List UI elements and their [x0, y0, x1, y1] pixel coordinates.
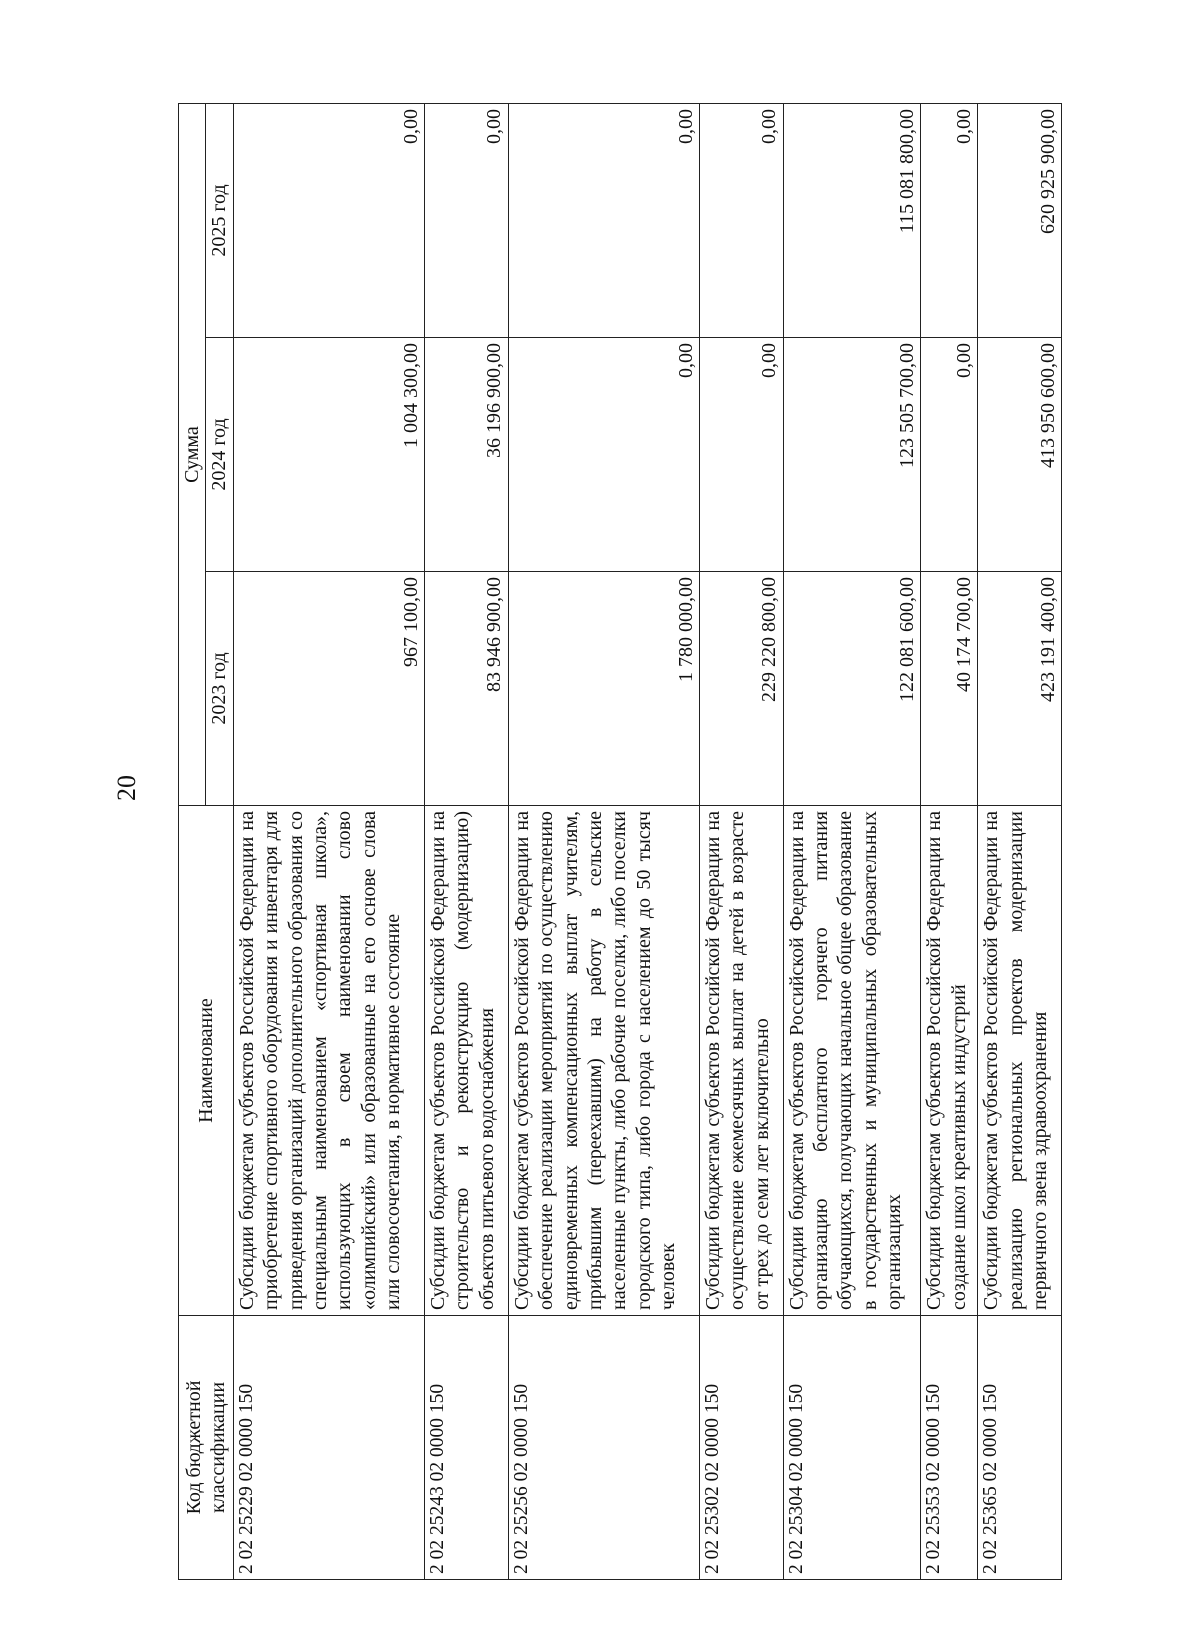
row-code: 2 02 25365 02 0000 150 [978, 1316, 1062, 1580]
header-code: Код бюджетной классификации [179, 1316, 234, 1580]
row-value-2025: 0,00 [508, 104, 699, 338]
table-row [921, 104, 978, 1580]
row-value-2025: 0,00 [921, 104, 978, 338]
header-2025: 2025 год [206, 104, 233, 338]
row-value-2025: 0,00 [424, 104, 508, 338]
row-name: Субсидии бюджетам субъектов Российской Федерации на реализацию региональных проектов модернизации первичного звена здравоохранения [978, 806, 1062, 1316]
row-value-2023: 122 081 600,00 [783, 572, 920, 806]
row-value-2024: 0,00 [921, 338, 978, 572]
table-row [508, 104, 699, 1580]
row-value-2024: 413 950 600,00 [978, 338, 1062, 572]
row-value-2025: 0,00 [233, 104, 424, 338]
budget-table-container [178, 104, 1062, 1580]
row-value-2025: 620 925 900,00 [978, 104, 1062, 338]
row-value-2025: 0,00 [699, 104, 783, 338]
row-code: 2 02 25302 02 0000 150 [699, 1316, 783, 1580]
table-row [783, 104, 920, 1580]
row-value-2025: 115 081 800,00 [783, 104, 920, 338]
row-code: 2 02 25243 02 0000 150 [424, 1316, 508, 1580]
row-value-2023: 967 100,00 [233, 572, 424, 806]
header-sum: Сумма [179, 104, 206, 806]
header-2024: 2024 год [206, 338, 233, 572]
table-row [699, 104, 783, 1580]
table-row [978, 104, 1062, 1580]
row-value-2024: 36 196 900,00 [424, 338, 508, 572]
table-row [233, 104, 424, 1580]
row-value-2023: 83 946 900,00 [424, 572, 508, 806]
row-name: Субсидии бюджетам субъектов Российской Федерации на осуществление ежемесячных выплат на детей в возрасте от трех до семи лет включительно [699, 806, 783, 1316]
row-name: Субсидии бюджетам субъектов Российской Федерации на строительство и реконструкцию (модернизацию) объектов питьевого водоснабжения [424, 806, 508, 1316]
row-name: Субсидии бюджетам субъектов Российской Федерации на обеспечение реализации мероприятий по осуществлению единовременных компенсационных выплат учителям, прибывшим (переехавшим) на работу в сельские населенные пункты, либо рабочие поселки, либо поселки городского типа, либо города с населением до 50 тысяч человек [508, 806, 699, 1316]
row-value-2023: 40 174 700,00 [921, 572, 978, 806]
row-code: 2 02 25304 02 0000 150 [783, 1316, 920, 1580]
row-code: 2 02 25353 02 0000 150 [921, 1316, 978, 1580]
row-code: 2 02 25229 02 0000 150 [233, 1316, 424, 1580]
row-value-2023: 229 220 800,00 [699, 572, 783, 806]
row-name: Субсидии бюджетам субъектов Российской Федерации на приобретение спортивного оборудования и инвентаря для приведения организаций дополнительного образования со специальным наименованием «спортивная школа», использующих в своем наименовании слово «олимпийский» или образованные на его основе слова или словосочетания, в нормативное состояние [233, 806, 424, 1316]
row-value-2024: 0,00 [699, 338, 783, 572]
row-value-2024: 1 004 300,00 [233, 338, 424, 572]
row-name: Субсидии бюджетам субъектов Российской Федерации на организацию бесплатного горячего питания обучающихся, получающих начальное общее образование в государственных и муниципальных образовательных организациях [783, 806, 920, 1316]
budget-table [178, 103, 1062, 1580]
header-2023: 2023 год [206, 572, 233, 806]
table-row [424, 104, 508, 1580]
row-code: 2 02 25256 02 0000 150 [508, 1316, 699, 1580]
row-value-2024: 0,00 [508, 338, 699, 572]
header-name: Наименование [179, 806, 234, 1316]
row-value-2024: 123 505 700,00 [783, 338, 920, 572]
row-value-2023: 1 780 000,00 [508, 572, 699, 806]
row-value-2023: 423 191 400,00 [978, 572, 1062, 806]
page-number: 20 [112, 775, 141, 801]
row-name: Субсидии бюджетам субъектов Российской Федерации на создание школ креативных индустрий [921, 806, 978, 1316]
